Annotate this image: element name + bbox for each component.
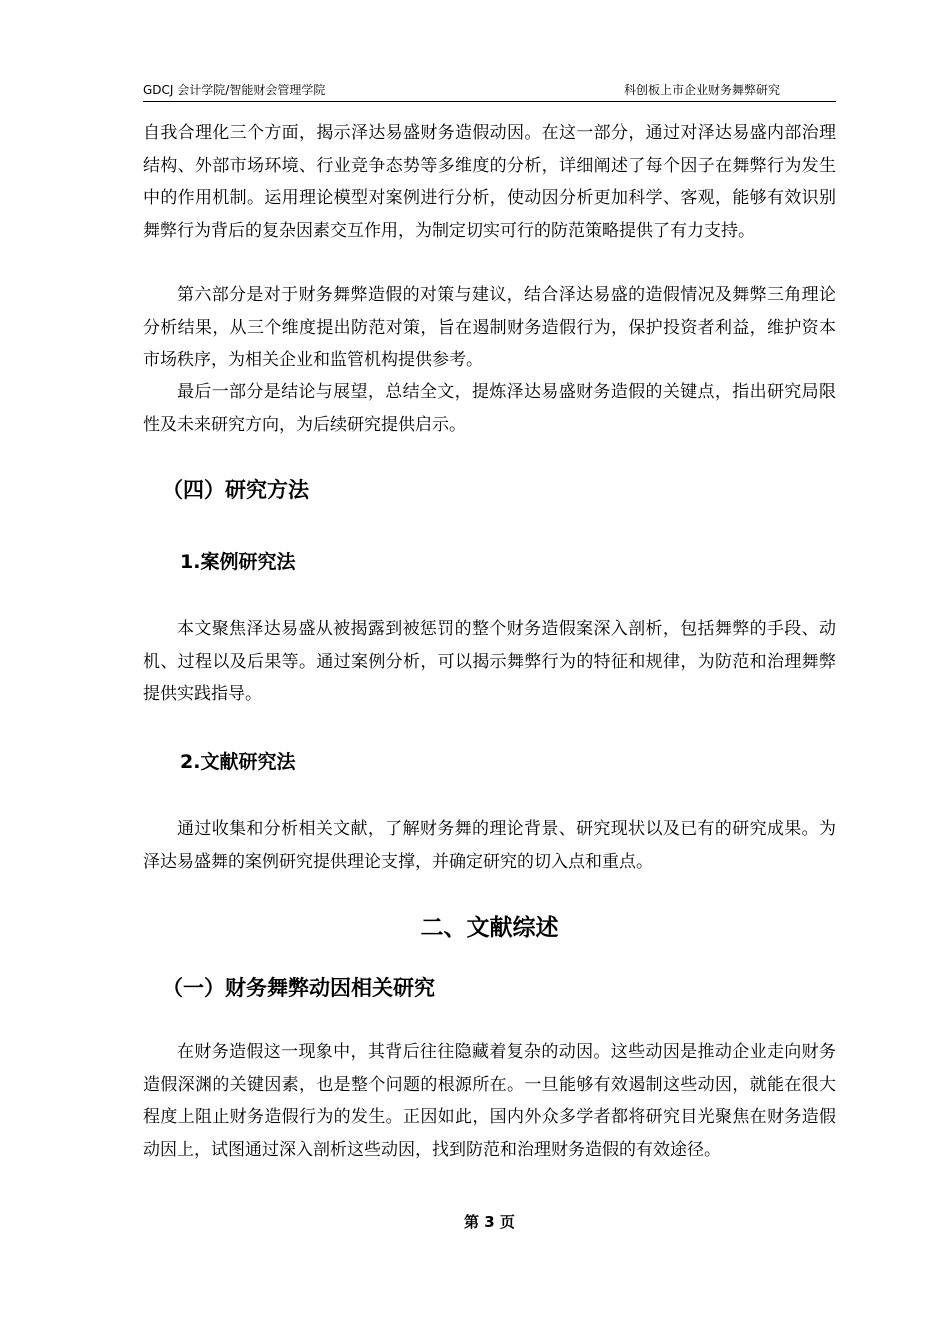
header-left-text: GDCJ 会计学院/智能财会管理学院 — [143, 83, 326, 97]
heading-case-study-method: 1.案例研究法 — [180, 551, 296, 573]
page-number: 第 3 页 — [464, 1213, 515, 1231]
heading-fraud-motive-research: （一）财务舞弊动因相关研究 — [162, 976, 435, 1000]
paragraph-literature: 通过收集和分析相关文献，了解财务舞的理论背景、研究现状以及已有的研究成果。为泽达易盛舞的案例研究提供理论支撑，并确定研究的切入点和重点。 — [143, 819, 836, 872]
heading-research-methods: （四）研究方法 — [162, 478, 309, 502]
paragraph-part-six: 第六部分是对于财务舞弊造假的对策与建议，结合泽达易盛的造假情况及舞弊三角理论分析结果，从三个维度提出防范对策，旨在遏制财务造假行为，保护投资者利益，维护资本市场秩序，为相关企业和监管机构提供参考。 — [143, 285, 836, 370]
paragraph-case-study: 本文聚焦泽达易盛从被揭露到被惩罚的整个财务造假案深入剖析，包括舞弊的手段、动机、过程以及后果等。通过案例分析，可以揭示舞弊行为的特征和规律，为防范和治理舞弊提供实践指导。 — [143, 619, 836, 704]
header-right-text: 科创板上市企业财务舞弊研究 — [623, 83, 780, 97]
paragraph-motive-analysis: 自我合理化三个方面，揭示泽达易盛财务造假动因。在这一部分，通过对泽达易盛内部治理结构、外部市场环境、行业竞争态势等多维度的分析，详细阐述了每个因子在舞弊行为发生中的作用机制。运用理论模型对案例进行分析，使动因分析更加科学、客观，能够有效识别舞弊行为背后的复杂因素交互作用，为制定切实可行的防范策略提供了有力支持。 — [143, 123, 836, 241]
paragraph-conclusion: 最后一部分是结论与展望，总结全文，提炼泽达易盛财务造假的关键点，指出研究局限性及未来研究方向，为后续研究提供启示。 — [143, 382, 836, 435]
page-header — [143, 79, 836, 102]
paragraph-fraud-motive: 在财务造假这一现象中，其背后往往隐藏着复杂的动因。这些动因是推动企业走向财务造假深渊的关键因素，也是整个问题的根源所在。一旦能够有效遏制这些动因，就能在很大程度上阻止财务造假行为的发生。正因如此，国内外众多学者都将研究目光聚焦在财务造假动因上，试图通过深入剖析这些动因，找到防范和治理财务造假的有效途径。 — [143, 1042, 836, 1160]
heading-chapter-two: 二、文献综述 — [420, 915, 559, 941]
heading-literature-method: 2.文献研究法 — [180, 751, 296, 773]
